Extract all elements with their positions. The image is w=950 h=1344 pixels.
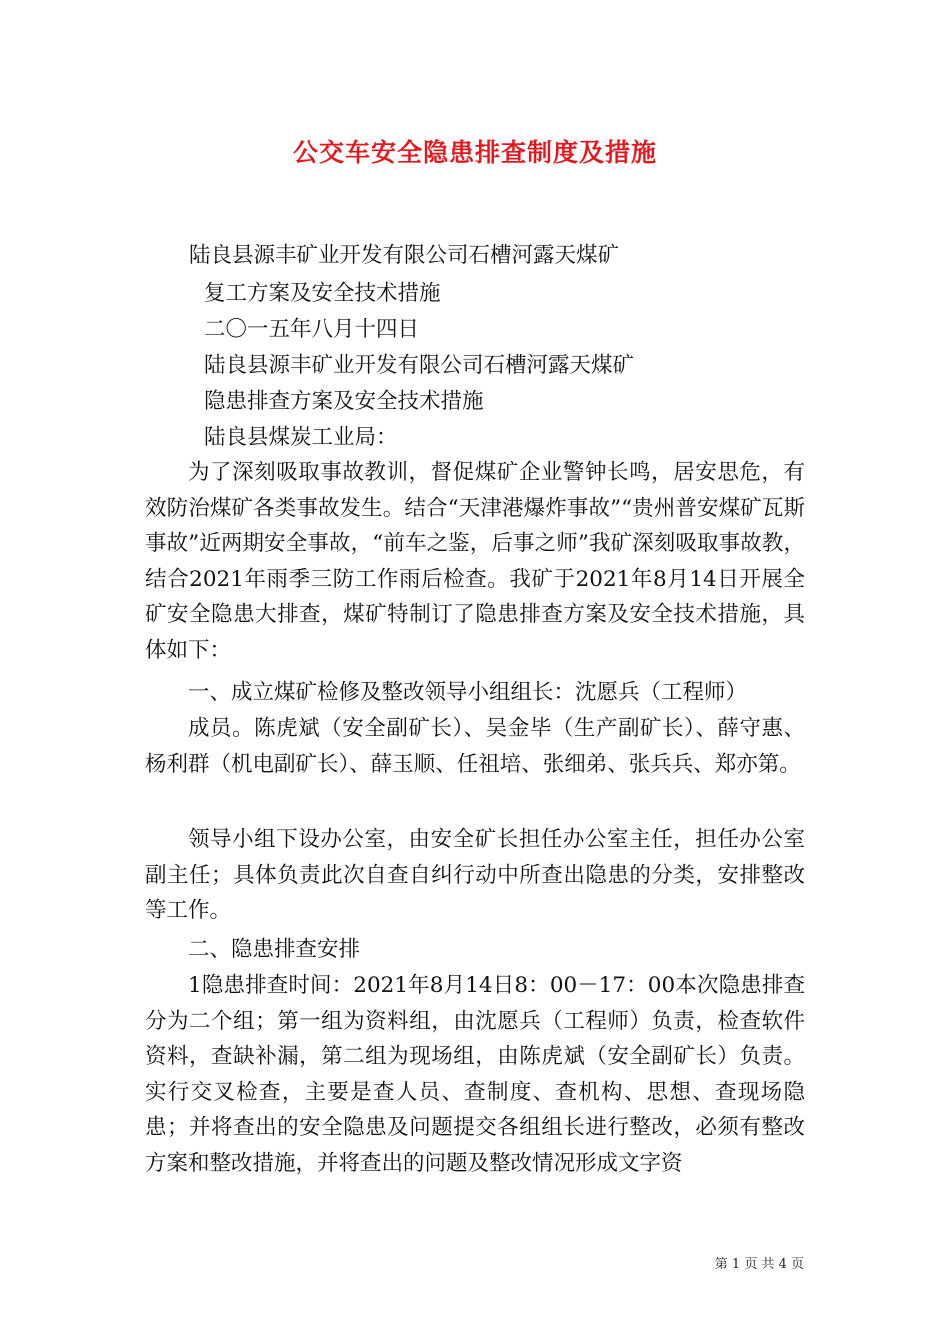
header-line-company: 陆良县源丰矿业开发有限公司石槽河露天煤矿 <box>189 243 620 268</box>
header-line-company-2: 陆良县源丰矿业开发有限公司石槽河露天煤矿 <box>204 353 635 378</box>
header-line-date: 二〇一五年八月十四日 <box>204 317 420 342</box>
paragraph-office: 领导小组下设办公室，由安全矿长担任办公室主任，担任办公室副主任；具体负责此次自查自纠行动中所查出隐患的分类，安排整改等工作。 <box>145 827 805 923</box>
document-title: 公交车安全隐患排查制度及措施 <box>292 138 657 167</box>
header-line-addressee: 陆良县煤炭工业局： <box>204 425 398 450</box>
header-line-plan-title: 复工方案及安全技术措施 <box>204 281 441 306</box>
paragraph-section-two: 二、隐患排查安排 <box>188 937 361 962</box>
paragraph-section-one: 一、成立煤矿检修及整改领导小组组长：沈愿兵（工程师） <box>188 680 748 705</box>
header-line-scheme-title: 隐患排查方案及安全技术措施 <box>204 389 484 414</box>
paragraph-members: 成员。陈虎斌（安全副矿长）、吴金毕（生产副矿长）、薛守惠、杨利群（机电副矿长）、薛玉顺、任祖培、张细弟、张兵兵、郑亦第。 <box>145 716 805 777</box>
paragraph-intro: 为了深刻吸取事故教训，督促煤矿企业警钟长鸣，居安思危，有效防治煤矿各类事故发生。结合“天津港爆炸事故”“贵州普安煤矿瓦斯事故”近两期安全事故，“前车之鉴，后事之师”我矿深刻吸取事故教，结合2021年雨季三防工作雨后检查。我矿于2021年8月14日开展全矿安全隐患大排查，煤矿特制订了隐患排查方案及安全技术措施，具体如下： <box>145 460 805 663</box>
page-number: 第 1 页 共 4 页 <box>714 1257 804 1272</box>
paragraph-schedule: 1隐患排查时间：2021年8月14日8：00－17：00本次隐患排查分为二个组；第一组为资料组，由沈愿兵（工程师）负责，检查软件资料，查缺补漏，第二组为现场组，由陈虎斌（安全副矿长）负责。实行交叉检查，主要是查人员、查制度、查机构、思想、查现场隐患；并将查出的安全隐患及问题提交各组组长进行整改，必须有整改方案和整改措施，并将查出的问题及整改情况形成文字资 <box>145 973 805 1176</box>
